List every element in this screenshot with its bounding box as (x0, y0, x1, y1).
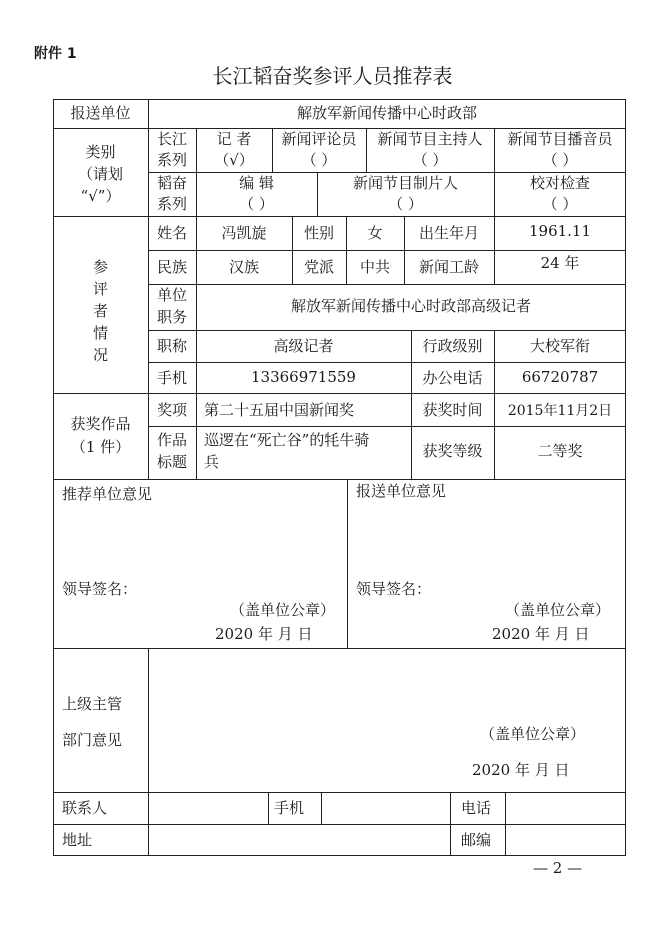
option-editor: 编 辑 (239, 174, 274, 192)
changjiang-series-label: 长江 (156, 130, 187, 148)
ethnicity-label: 民族 (156, 258, 187, 276)
row-divider (53, 128, 626, 129)
attachment-label: 附件 1 (34, 46, 77, 62)
option-editor-mark[interactable]: （ ） (239, 195, 274, 213)
work-title-value: 巡逻在“死亡谷”的牦牛骑 (204, 431, 370, 449)
table-border-left (53, 99, 54, 856)
option-host-mark[interactable]: （ ） (412, 151, 448, 169)
taofen-series-label: 韬奋 (156, 174, 187, 192)
award-time-value: 2015年11月2日 (507, 403, 613, 419)
superior-date: 2020 年 月 日 (472, 761, 570, 779)
row-divider (148, 172, 626, 173)
award-grade-label: 获奖等级 (422, 442, 483, 460)
admin-level-label: 行政级别 (422, 337, 483, 355)
superior-opinion-title-2: 部门意见 (62, 731, 123, 749)
row-divider (148, 330, 626, 331)
participant-label-char: 况 (92, 346, 108, 364)
work-title-label-2: 标题 (156, 453, 187, 471)
changjiang-series-label-2: 系列 (156, 151, 187, 169)
superior-seal: （盖单位公章） (480, 725, 586, 743)
row-divider (53, 792, 626, 793)
option-proofreader: 校对检查 (529, 174, 590, 192)
recommend-seal: （盖单位公章） (230, 601, 336, 619)
category-label-check: “√”） (80, 187, 121, 205)
contact-mobile-label: 手机 (274, 799, 305, 817)
taofen-series-label-2: 系列 (156, 195, 187, 213)
option-reporter: 记 者 (216, 130, 252, 148)
option-producer-mark[interactable]: （ ） (388, 195, 423, 213)
years-label: 新闻工龄 (418, 258, 479, 276)
recommend-opinion-title: 推荐单位意见 (62, 485, 153, 503)
form-title: 长江韬奋奖参评人员推荐表 (212, 64, 453, 88)
party-label: 党派 (303, 258, 334, 276)
row-divider (53, 648, 626, 649)
row-divider (53, 216, 626, 217)
award-value: 第二十五届中国新闻奖 (204, 401, 355, 419)
participant-label-char: 参 (92, 258, 108, 276)
row-divider (53, 393, 626, 394)
option-commentator: 新闻评论员 (281, 130, 357, 148)
col-divider (148, 648, 149, 793)
recommend-sign-label: 领导签名： (62, 580, 138, 598)
address-label: 地址 (62, 831, 93, 849)
contact-phone-label: 电话 (461, 799, 492, 817)
awarded-work-label: 获奖作品 (70, 415, 131, 433)
work-title-label: 作品 (156, 431, 187, 449)
report-date: 2020 年 月 日 (492, 625, 590, 643)
gender-value: 女 (367, 224, 383, 242)
professional-title-value: 高级记者 (273, 337, 334, 355)
office-phone-value: 66720787 (521, 368, 599, 386)
participant-label-char: 者 (92, 302, 108, 320)
report-sign-label: 领导签名： (356, 580, 432, 598)
table-border-bottom (53, 855, 626, 856)
postcode-label: 邮编 (461, 831, 492, 849)
gender-label: 性别 (303, 224, 334, 242)
row-divider (53, 479, 626, 480)
name-label: 姓名 (156, 224, 187, 242)
option-proofreader-mark[interactable]: （ ） (542, 195, 578, 213)
ethnicity-value: 汉族 (228, 258, 259, 276)
recommend-date: 2020 年 月 日 (215, 625, 313, 643)
report-seal: （盖单位公章） (505, 601, 611, 619)
office-phone-label: 办公电话 (422, 369, 483, 387)
birth-value: 1961.11 (528, 222, 592, 240)
award-label: 奖项 (156, 401, 187, 419)
row-divider (53, 824, 626, 825)
table-border-top (53, 99, 626, 100)
col-divider (450, 792, 451, 856)
col-divider (148, 792, 149, 856)
position-label-2: 职务 (156, 308, 187, 326)
report-opinion-title: 报送单位意见 (356, 482, 447, 500)
award-time-label: 获奖时间 (422, 401, 483, 419)
name-value: 冯凯旋 (221, 224, 267, 242)
table-border-right (625, 99, 626, 856)
participant-label-char: 评 (92, 280, 108, 298)
option-host: 新闻节目主持人 (377, 130, 483, 148)
col-divider (347, 479, 348, 649)
row-divider (148, 362, 626, 363)
option-reporter-mark[interactable]: （√） (214, 151, 254, 169)
category-label: 类别 (85, 143, 116, 161)
professional-title-label: 职称 (156, 337, 187, 355)
page-number: — 2 — (533, 859, 583, 877)
report-unit-label: 报送单位 (70, 104, 131, 122)
birth-label: 出生年月 (418, 224, 479, 242)
col-divider (505, 792, 506, 856)
col-divider (268, 792, 269, 824)
row-divider (148, 250, 626, 251)
option-commentator-mark[interactable]: （ ） (301, 151, 337, 169)
category-label-hint: （请划 (77, 165, 123, 183)
awarded-work-count: （1 件） (70, 438, 131, 456)
party-value: 中共 (359, 258, 390, 276)
work-title-value-2: 兵 (204, 453, 220, 471)
option-producer: 新闻节目制片人 (352, 174, 458, 192)
report-unit-value: 解放军新闻传播中心时政部 (296, 104, 477, 122)
col-divider (321, 792, 322, 824)
option-announcer-mark[interactable]: （ ） (542, 151, 578, 169)
superior-opinion-title: 上级主管 (62, 695, 123, 713)
row-divider (148, 284, 626, 285)
contact-person-label: 联系人 (62, 799, 108, 817)
position-value: 解放军新闻传播中心时政部高级记者 (290, 297, 531, 315)
years-value: 24 年 (540, 254, 580, 272)
position-label: 单位 (156, 286, 187, 304)
admin-level-value: 大校军衔 (529, 337, 590, 355)
row-divider (148, 426, 626, 427)
participant-label-char: 情 (92, 324, 108, 342)
mobile-label: 手机 (156, 369, 187, 387)
option-announcer: 新闻节目播音员 (507, 130, 613, 148)
mobile-value: 13366971559 (251, 368, 356, 386)
award-grade-value: 二等奖 (537, 442, 583, 460)
